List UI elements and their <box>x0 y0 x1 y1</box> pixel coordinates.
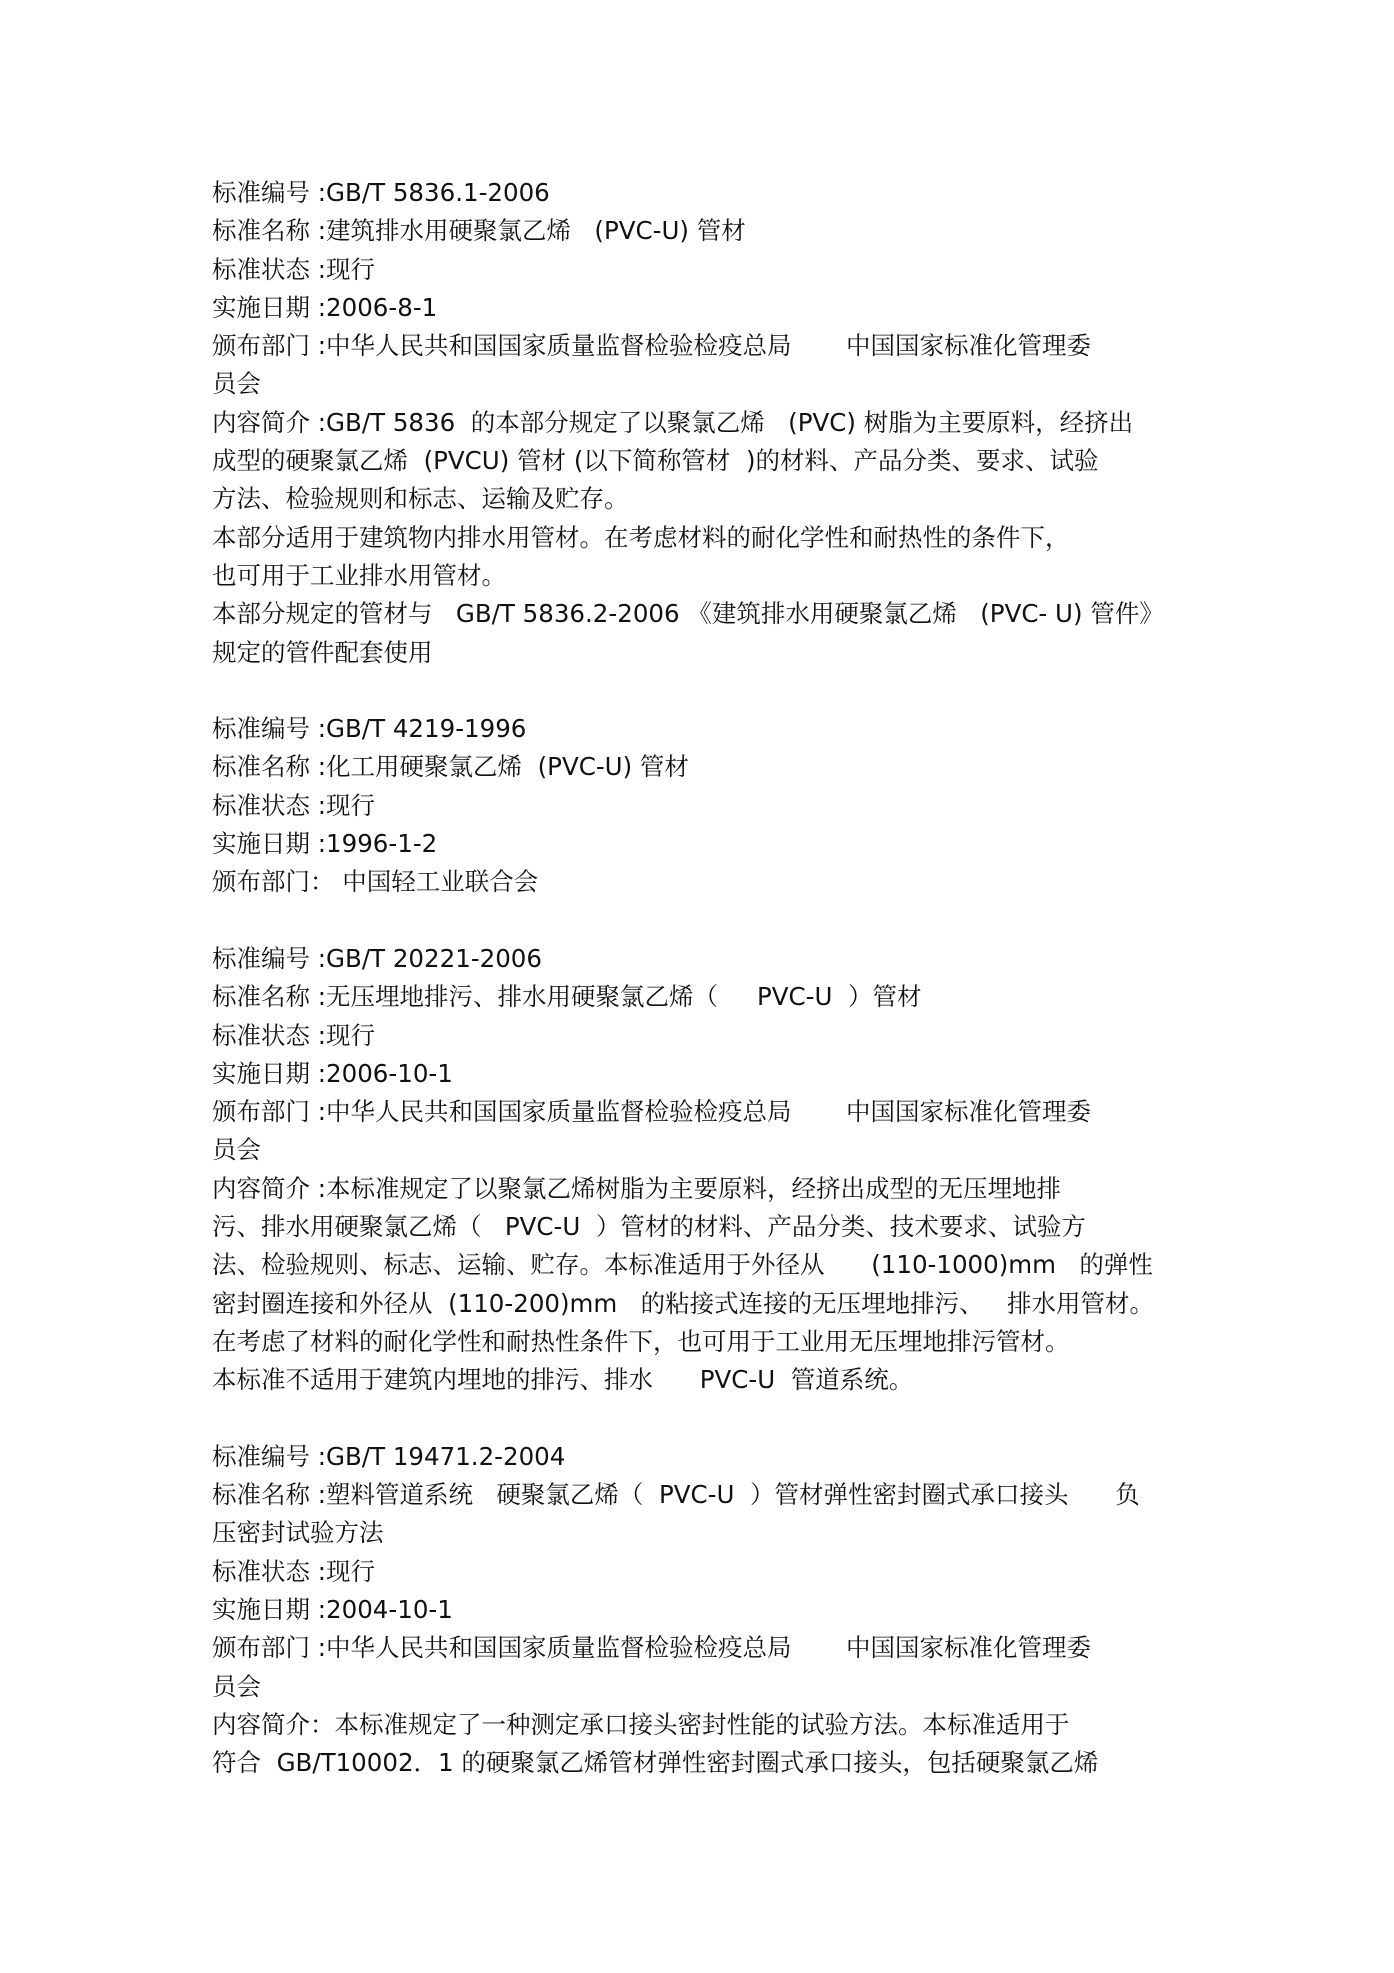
summary-line: 内容简介 :本标准规定了以聚氯乙烯树脂为主要原料，经挤出成型的无压埋地排 <box>212 1173 1062 1203</box>
effective-date-line: 实施日期 :2006-10-1 <box>212 1058 453 1088</box>
summary-line: 也可用于工业排水用管材。 <box>212 560 506 590</box>
issuing-department-line: 颁布部门 :中华人民共和国国家质量监督检验检疫总局 中国国家标准化管理委 <box>212 1097 1092 1127</box>
standard-status-line: 标准状态 :现行 <box>212 1556 376 1586</box>
summary-line: 污、排水用硬聚氯乙烯（ PVC-U ）管材的材料、产品分类、技术要求、试验方 <box>212 1212 1086 1242</box>
standard-number-line: 标准编号 :GB/T 5836.1-2006 <box>212 178 550 207</box>
issuing-department-line-cont: 员会 <box>212 1671 261 1701</box>
summary-line: 本部分适用于建筑物内排水用管材。在考虑材料的耐化学性和耐热性的条件下， <box>212 522 1070 552</box>
summary-line: 本部分规定的管材与 GB/T 5836.2-2006 《建筑排水用硬聚氯乙烯 (PVC- U) 管件》 <box>212 599 1164 629</box>
standard-number-line: 标准编号 :GB/T 19471.2-2004 <box>212 1441 566 1471</box>
standard-name-line: 标准名称 :无压埋地排污、排水用硬聚氯乙烯（ PVC-U ）管材 <box>212 982 922 1012</box>
summary-line: 方法、检验规则和标志、运输及贮存。 <box>212 484 629 514</box>
standard-number-line: 标准编号 :GB/T 20221-2006 <box>212 943 542 973</box>
summary-line: 法、检验规则、标志、运输、贮存。本标准适用于外径从 (110-1000)mm 的弹性 <box>212 1250 1153 1280</box>
summary-line: 密封圈连接和外径从 (110-200)mm 的粘接式连接的无压埋地排污、 排水用管材。 <box>212 1288 1155 1318</box>
issuing-department-line-cont: 员会 <box>212 1135 261 1165</box>
standard-status-line: 标准状态 :现行 <box>212 790 376 820</box>
summary-line: 内容简介 :GB/T 5836 的本部分规定了以聚氯乙烯 (PVC) 树脂为主要原料，经挤出 <box>212 407 1134 437</box>
standard-entry <box>212 710 1202 901</box>
summary-line: 内容简介：本标准规定了一种测定承口接头密封性能的试验方法。本标准适用于 <box>212 1709 1070 1739</box>
standard-name-line: 标准名称 :化工用硬聚氯乙烯 (PVC-U) 管材 <box>212 752 689 782</box>
summary-line: 符合 GB/T10002．1 的硬聚氯乙烯管材弹性密封圈式承口接头，包括硬聚氯乙烯 <box>212 1748 1099 1778</box>
summary-line: 在考虑了材料的耐化学性和耐热性条件下，也可用于工业用无压埋地排污管材。 <box>212 1326 1070 1356</box>
standard-name-line: 标准名称 :建筑排水用硬聚氯乙烯 (PVC-U) 管材 <box>212 216 746 246</box>
issuing-department-line: 颁布部门 :中华人民共和国国家质量监督检验检疫总局 中国国家标准化管理委 <box>212 1633 1092 1663</box>
standard-entry <box>212 174 1202 672</box>
standard-entry <box>212 940 1202 1400</box>
issuing-department-line: 颁布部门： 中国轻工业联合会 <box>212 867 539 897</box>
standard-number-line: 标准编号 :GB/T 4219-1996 <box>212 714 527 744</box>
standard-status-line: 标准状态 :现行 <box>212 254 376 284</box>
summary-line: 本标准不适用于建筑内埋地的排污、排水 PVC-U 管道系统。 <box>212 1365 914 1395</box>
summary-line: 成型的硬聚氯乙烯 (PVCU) 管材 (以下简称管材 )的材料、产品分类、要求、试验 <box>212 446 1099 476</box>
effective-date-line: 实施日期 :2004-10-1 <box>212 1594 453 1624</box>
issuing-department-line: 颁布部门 :中华人民共和国国家质量监督检验检疫总局 中国国家标准化管理委 <box>212 331 1092 361</box>
effective-date-line: 实施日期 :1996-1-2 <box>212 829 438 859</box>
standard-entry <box>212 1438 1202 1783</box>
effective-date-line: 实施日期 :2006-8-1 <box>212 292 438 322</box>
summary-line: 规定的管件配套使用 <box>212 637 433 667</box>
document-page <box>212 174 1202 1782</box>
standard-name-line-cont: 压密封试验方法 <box>212 1518 384 1548</box>
issuing-department-line-cont: 员会 <box>212 369 261 399</box>
standard-name-line: 标准名称 :塑料管道系统 硬聚氯乙烯（ PVC-U ）管材弹性密封圈式承口接头 负 <box>212 1480 1140 1510</box>
standard-status-line: 标准状态 :现行 <box>212 1020 376 1050</box>
